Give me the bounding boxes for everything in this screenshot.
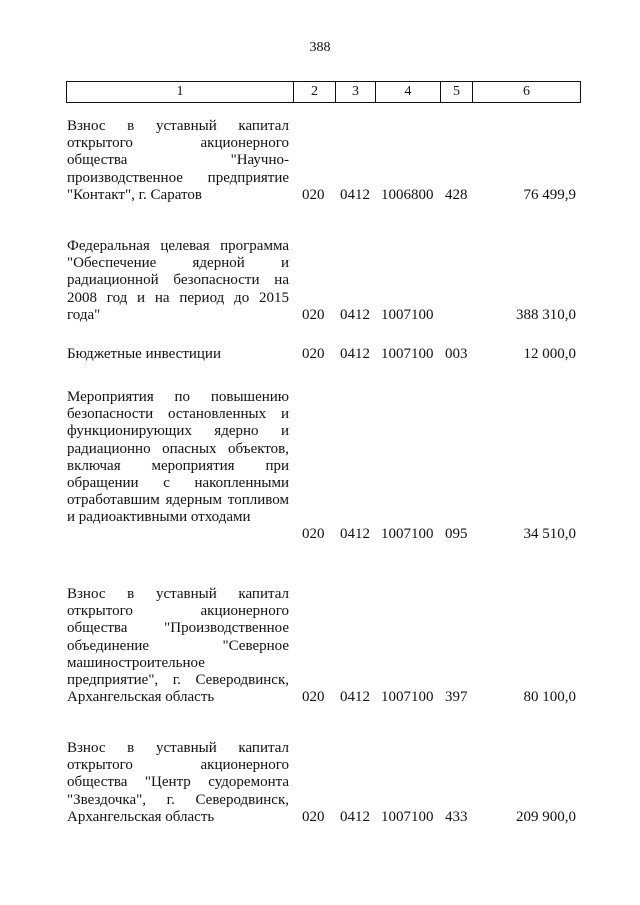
row-code-4: 1007100 xyxy=(381,307,434,323)
row-code-3: 0412 xyxy=(340,346,370,362)
column-header-1: 1 xyxy=(67,82,294,103)
column-header-2: 2 xyxy=(294,82,336,103)
row-code-5: 433 xyxy=(445,809,468,825)
row-description: Взнос в уставный капитал открытого акционерного общества "Производственное объединение "Северное машиностроительное предприятие", г. Северодвинск, Архангельская область xyxy=(67,586,289,706)
column-header-6: 6 xyxy=(473,82,581,103)
row-code-4: 1007100 xyxy=(381,526,434,542)
row-code-3: 0412 xyxy=(340,307,370,323)
row-code-4: 1006800 xyxy=(381,187,434,203)
column-header-row xyxy=(67,82,581,103)
row-code-3: 0412 xyxy=(340,809,370,825)
row-amount: 209 900,0 xyxy=(516,809,576,825)
row-code-3: 0412 xyxy=(340,526,370,542)
row-amount: 76 499,9 xyxy=(523,187,576,203)
row-description: Федеральная целевая программа "Обеспечение ядерной и радиационной безопасности на 2008 год и на период до 2015 года" xyxy=(67,238,289,323)
row-amount: 80 100,0 xyxy=(523,689,576,705)
row-description: Взнос в уставный капитал открытого акционерного общества "Центр судоремонта "Звездочка", г. Северодвинск, Архангельская область xyxy=(67,740,289,825)
row-description: Взнос в уставный капитал открытого акционерного общества "Научно-производственное предприятие "Контакт", г. Саратов xyxy=(67,118,289,203)
row-code-2: 020 xyxy=(302,346,325,362)
column-header-5: 5 xyxy=(441,82,473,103)
row-code-4: 1007100 xyxy=(381,346,434,362)
column-header-4: 4 xyxy=(376,82,441,103)
row-amount: 388 310,0 xyxy=(516,307,576,323)
row-code-4: 1007100 xyxy=(381,809,434,825)
row-code-4: 1007100 xyxy=(381,689,434,705)
column-header-table xyxy=(66,81,581,103)
row-code-2: 020 xyxy=(302,187,325,203)
row-code-2: 020 xyxy=(302,809,325,825)
row-code-2: 020 xyxy=(302,307,325,323)
row-code-3: 0412 xyxy=(340,187,370,203)
row-description: Бюджетные инвестиции xyxy=(67,346,221,362)
row-amount: 12 000,0 xyxy=(523,346,576,362)
row-amount: 34 510,0 xyxy=(523,526,576,542)
row-code-5: 003 xyxy=(445,346,468,362)
row-code-5: 428 xyxy=(445,187,468,203)
column-header-3: 3 xyxy=(336,82,376,103)
row-code-2: 020 xyxy=(302,689,325,705)
row-code-5: 397 xyxy=(445,689,468,705)
row-description: Мероприятия по повышению безопасности остановленных и функционирующих ядерно и радиационно опасных объектов, включая мероприятия при обращении с накопленными отработавшим ядерным топливом и радиоактивными отходами xyxy=(67,389,289,526)
row-code-2: 020 xyxy=(302,526,325,542)
page-number: 388 xyxy=(309,40,331,55)
row-code-3: 0412 xyxy=(340,689,370,705)
row-code-5: 095 xyxy=(445,526,468,542)
